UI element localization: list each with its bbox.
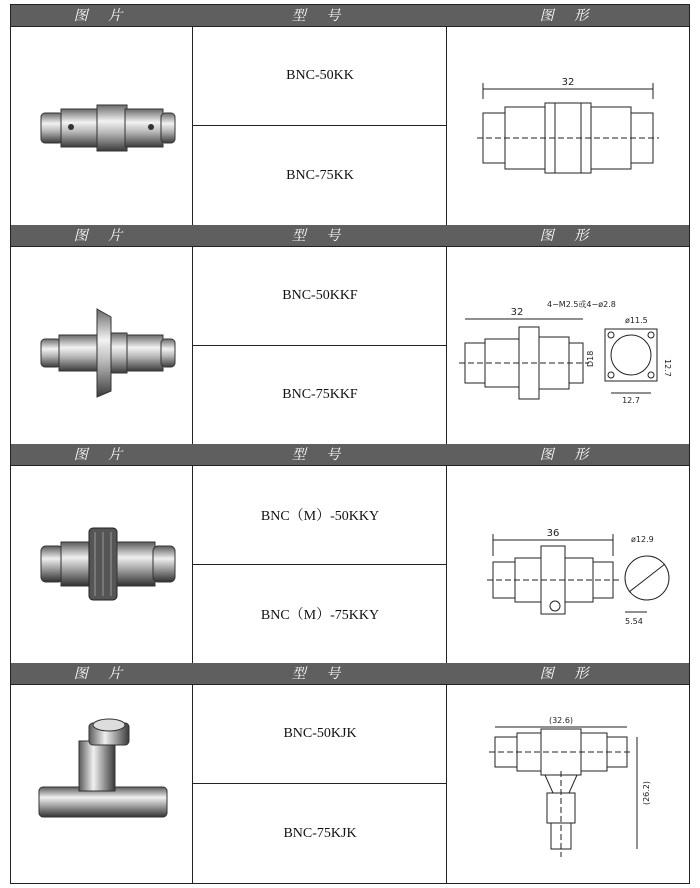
dim-dia: ø12.9 (631, 535, 654, 544)
model-50: BNC（M）-50KKY (193, 466, 447, 565)
photo-cell (11, 247, 193, 444)
dim-holes: 4−M2.5或4−ø2.8 (547, 300, 616, 309)
dim-height: (26.2) (642, 780, 651, 806)
model-cell (193, 247, 447, 444)
row-block-2 (11, 225, 689, 444)
header-drawing: 图 形 (539, 8, 597, 24)
dimension-drawing (447, 247, 689, 444)
model-75: BNC-75KJK (283, 825, 357, 841)
header-model: 型 号 (291, 666, 349, 682)
header-bar (11, 225, 689, 247)
header-photo: 图 片 (73, 447, 131, 463)
photo-cell (11, 466, 193, 663)
row-block-3 (11, 444, 689, 663)
model-50: BNC-50KJK (193, 685, 447, 784)
drawing-cell (447, 27, 689, 225)
dimension-drawing (447, 466, 689, 663)
dim-dia: ø11.5 (625, 316, 648, 325)
row-block-4 (11, 663, 689, 883)
drawing-cell (447, 247, 689, 444)
header-bar (11, 663, 689, 685)
header-photo: 图 片 (73, 666, 131, 682)
dim-length: 32 (510, 307, 524, 318)
dimension-drawing (447, 685, 689, 883)
dim-side: 12.7 (663, 359, 672, 377)
connector-photo (11, 247, 193, 444)
photo-cell (11, 685, 193, 883)
dim-length: 32 (561, 77, 575, 88)
model-75: BNC-75KKF (282, 386, 358, 402)
dim-length: (32.6) (548, 716, 574, 725)
header-drawing: 图 形 (539, 666, 597, 682)
header-drawing: 图 形 (539, 447, 597, 463)
product-table (10, 4, 690, 884)
header-model: 型 号 (291, 8, 349, 24)
model-50: BNC-50KK (193, 27, 447, 126)
connector-photo (11, 27, 193, 225)
model-cell (193, 27, 447, 225)
header-model: 型 号 (291, 228, 349, 244)
header-model: 型 号 (291, 447, 349, 463)
connector-photo (11, 466, 193, 663)
model-cell (193, 685, 447, 883)
dimension-drawing (447, 27, 689, 225)
model-75: BNC-75KK (286, 167, 354, 183)
model-75: BNC（M）-75KKY (260, 607, 380, 623)
dim-length: 36 (546, 528, 560, 539)
header-photo: 图 片 (73, 228, 131, 244)
dim-bottom: 12.7 (622, 396, 640, 405)
model-cell (193, 466, 447, 663)
header-photo: 图 片 (73, 8, 131, 24)
drawing-cell (447, 466, 689, 663)
dim-flat: 5.54 (625, 617, 643, 626)
header-bar (11, 444, 689, 466)
header-bar (11, 5, 689, 27)
model-50: BNC-50KKF (193, 247, 447, 346)
drawing-cell (447, 685, 689, 883)
header-drawing: 图 形 (539, 228, 597, 244)
connector-photo (11, 685, 193, 883)
dim-d: D18 (586, 350, 595, 367)
photo-cell (11, 27, 193, 225)
row-block-1 (11, 5, 689, 225)
